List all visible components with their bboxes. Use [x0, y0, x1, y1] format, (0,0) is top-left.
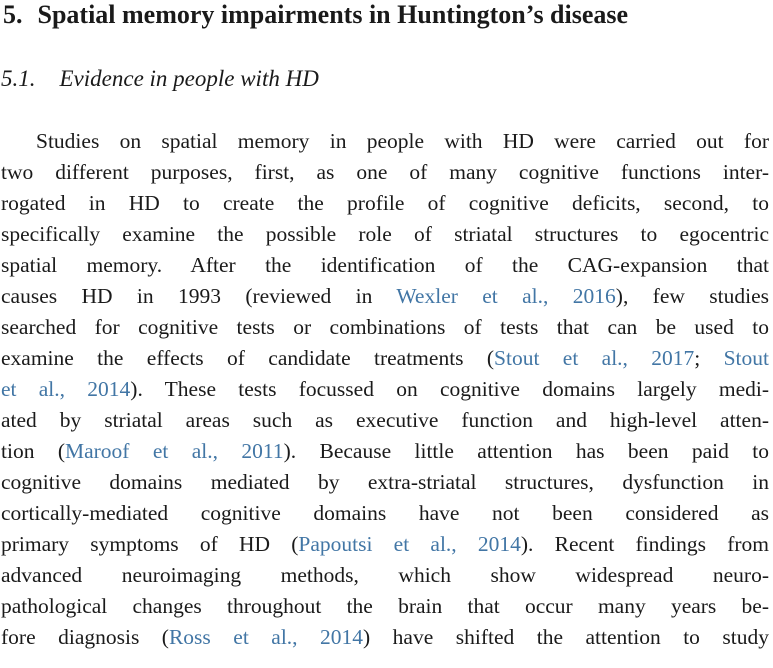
- text-segment: examine the effects of candidate treatments (: [1, 346, 495, 370]
- text-segment: ), few studies: [615, 284, 769, 308]
- text-segment: causes HD in 1993 (reviewed in: [1, 284, 397, 308]
- text-segment: ;: [694, 346, 724, 370]
- citation-link[interactable]: Wexler et al., 2016: [396, 284, 616, 308]
- text-segment: two different purposes, first, as one of many cognitive functions inter-: [1, 160, 769, 184]
- paragraph-line: [1, 157, 769, 188]
- subsection-number: 5.1.: [1, 66, 36, 91]
- citation-link[interactable]: Stout: [723, 346, 769, 370]
- text-segment: advanced neuroimaging methods, which show widespread neuro-: [1, 563, 769, 587]
- text-segment: searched for cognitive tests or combinations of tests that can be used to: [1, 315, 769, 339]
- text-segment: rogated in HD to create the profile of cognitive deficits, second, to: [1, 191, 769, 215]
- paragraph-line: [1, 374, 769, 405]
- text-segment: ). Because little attention has been paid to: [283, 439, 769, 463]
- paragraph-line: [1, 436, 769, 467]
- text-segment: ). These tests focussed on cognitive domains largely medi-: [130, 377, 769, 401]
- paragraph-line: [1, 467, 769, 498]
- text-segment: tion (: [1, 439, 65, 463]
- citation-link[interactable]: Ross et al., 2014: [168, 625, 364, 649]
- paragraph-line: [1, 405, 769, 436]
- text-segment: cortically-mediated cognitive domains have not been considered as: [1, 501, 769, 525]
- paragraph-line: [1, 126, 769, 157]
- text-segment: ). Recent findings from: [520, 532, 769, 556]
- paragraph-line: [1, 343, 769, 374]
- paragraph-line: [1, 219, 769, 250]
- citation-link[interactable]: et al., 2014: [1, 377, 131, 401]
- text-segment: cognitive domains mediated by extra-striatal structures, dysfunction in: [1, 470, 769, 494]
- paragraph-line: [1, 250, 769, 281]
- body-paragraph: [1, 126, 769, 653]
- citation-link[interactable]: Maroof et al., 2011: [64, 439, 284, 463]
- subsection-heading: [1, 67, 319, 90]
- paragraph-line: [1, 498, 769, 529]
- paragraph-line: [1, 188, 769, 219]
- section-number: 5.: [3, 0, 23, 29]
- text-segment: ated by striatal areas such as executive function and high-level atten-: [1, 408, 769, 432]
- paragraph-line: [1, 312, 769, 343]
- section-heading: [3, 2, 628, 28]
- paragraph-line: [1, 529, 769, 560]
- text-segment: fore diagnosis (: [1, 625, 169, 649]
- text-segment: primary symptoms of HD (: [1, 532, 299, 556]
- section-title: Spatial memory impairments in Huntington’s disease: [37, 0, 629, 29]
- citation-link[interactable]: Papoutsi et al., 2014: [298, 532, 521, 556]
- text-segment: specifically examine the possible role of striatal structures to egocentric: [1, 222, 769, 246]
- text-segment: pathological changes throughout the brain that occur many years be-: [1, 594, 769, 618]
- text-segment: spatial memory. After the identification of the CAG-expansion that: [1, 253, 769, 277]
- text-segment: ) have shifted the attention to study: [363, 625, 769, 649]
- paragraph-line: [1, 591, 769, 622]
- text-segment: Studies on spatial memory in people with HD were carried out for: [36, 129, 769, 153]
- paragraph-line: [1, 281, 769, 312]
- paragraph-line: [1, 560, 769, 591]
- subsection-title: Evidence in people with HD: [59, 66, 319, 91]
- citation-link[interactable]: Stout et al., 2017: [494, 346, 695, 370]
- paragraph-line: [1, 622, 769, 653]
